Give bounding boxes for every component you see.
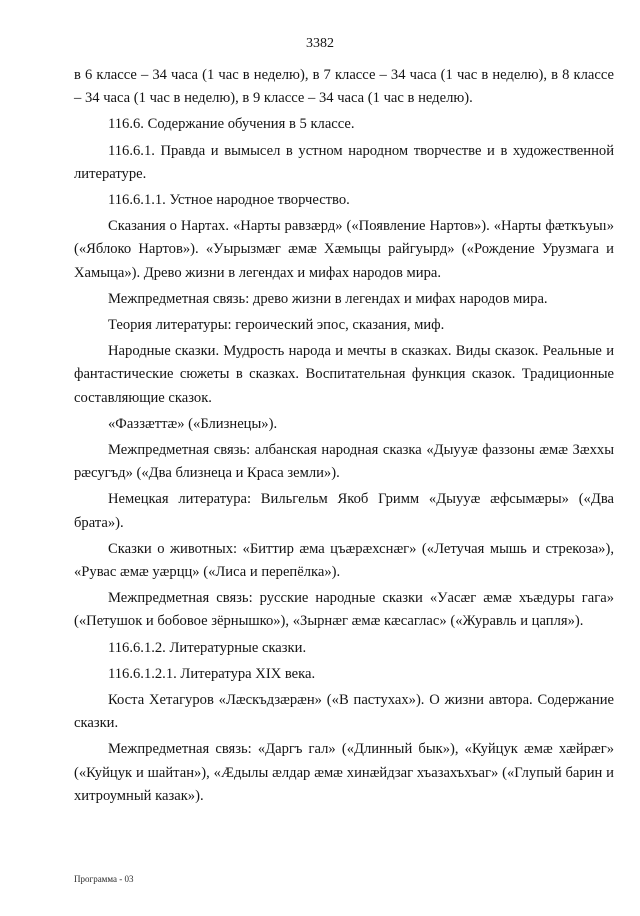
paragraph-interdisciplinary-2: Межпредметная связь: албанская народная сказка «Дыууæ фаззоны æмæ Зæххы рæсугъд» («Два близнеца и Краса земли»).: [74, 442, 614, 482]
paragraph-interdisciplinary-4: Межпредметная связь: «Даргъ гал» («Длинный бык»), «Куйцук æмæ хæйрæг» («Куйцук и шайтан»), «Ӕдылы æлдар æмæ хинæйдзаг хъазахъхъаг» («Глупый барин и хитроумный казак»).: [74, 741, 614, 804]
paragraph-hours: в 6 классе – 34 часа (1 час в неделю), в 7 классе – 34 часа (1 час в неделю), в 8 классе – 34 часа (1 час в неделю), в 9 классе – 34 часа (1 час в неделю).: [74, 67, 614, 107]
paragraph-animal-tales: Сказки о животных: «Биттир æма цъæрæхснæг» («Летучая мышь и стрекоза»), «Рувас æмæ уæрцц» («Лиса и перепёлка»).: [74, 540, 614, 581]
page-number: 3382: [306, 36, 334, 51]
section-heading-116-6: 116.6. Содержание обучения в 5 классе.: [108, 116, 355, 133]
paragraph-theory: Теория литературы: героический эпос, сказания, миф.: [108, 317, 445, 334]
paragraph-folk-tales: Народные сказки. Мудрость народа и мечты в сказках. Виды сказок. Реальные и фантастические сюжеты в сказках. Воспитательная функция сказок. Традиционные составляющие сказок.: [74, 343, 614, 406]
section-heading-116-6-1-2-1: 116.6.1.2.1. Литература XIX века.: [108, 665, 316, 682]
section-heading-116-6-1-1: 116.6.1.1. Устное народное творчество.: [108, 192, 350, 209]
paragraph-twins: «Фаззæттæ» («Близнецы»).: [108, 415, 278, 432]
paragraph-interdisciplinary-1: Межпредметная связь: древо жизни в легендах и мифах народов мира.: [108, 290, 548, 307]
page-footer: Программа - 03: [74, 874, 134, 884]
paragraph-german-literature: Немецкая литература: Вильгельм Якоб Гримм «Дыууæ æфсымæры» («Два брата»).: [74, 491, 614, 531]
section-heading-116-6-1: 116.6.1. Правда и вымысел в устном народном творчестве и в художественной литературе.: [74, 142, 614, 182]
document-body: [74, 64, 614, 808]
section-heading-116-6-1-2: 116.6.1.2. Литературные сказки.: [108, 639, 307, 656]
paragraph-khetagurov: Коста Хетагуров «Лæскъдзæрæн» («В пастухах»). О жизни автора. Содержание сказки.: [74, 692, 614, 732]
paragraph-interdisciplinary-3: Межпредметная связь: русские народные сказки «Уасæг æмæ хъæдуры гага» («Петушок и бобовое зёрнышко»), «Зырнæг æмæ кæсаглас» («Журавль и цапля»).: [74, 590, 614, 630]
paragraph-narts: Сказания о Нартах. «Нарты равзæрд» («Появление Нартов»). «Нарты фæткъуыı» («Яблоко Нартов»). «Уырызмæг æмæ Хæмыцы райгуырд» («Рождение Урузмага и Хамыца»). Древо жизни в легендах и мифах народов мира.: [74, 218, 614, 281]
